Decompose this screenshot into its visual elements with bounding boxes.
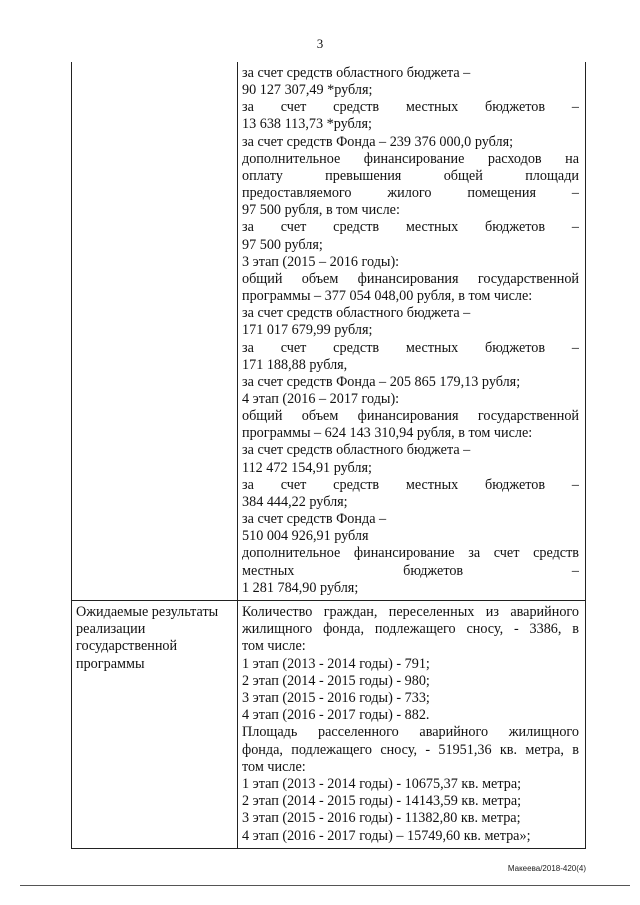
row-divider xyxy=(72,600,585,601)
footer-rule xyxy=(20,885,630,886)
expected-results-cell xyxy=(242,604,579,845)
results-label-line: реализации xyxy=(76,621,146,638)
results-line: 4 этап (2016 - 2017 годы) – 15749,60 кв. метра»; xyxy=(242,827,531,844)
financing-line: 384 444,22 рубля; xyxy=(242,493,348,510)
results-line: 4 этап (2016 - 2017 годы) - 882. xyxy=(242,707,430,724)
financing-line: 112 472 154,91 рубля; xyxy=(242,459,372,476)
results-line: Площадь расселенного аварийного жилищного xyxy=(242,724,579,741)
financing-line: за счет средств Фонда – 205 865 179,13 рубля; xyxy=(242,373,521,390)
financing-line: 13 638 113,73 *рубля; xyxy=(242,116,372,133)
financing-line: дополнительное финансирование за счет средств xyxy=(242,545,579,562)
financing-line: 97 500 рубля; xyxy=(242,236,323,253)
financing-line: за счет средств областного бюджета – xyxy=(242,65,471,81)
financing-line: программы – 377 054 048,00 рубля, в том числе: xyxy=(242,288,533,305)
financing-line: 510 004 926,91 рубля xyxy=(242,528,369,545)
results-line: 1 этап (2013 - 2014 годы) - 10675,37 кв. метра; xyxy=(242,776,522,793)
document-table xyxy=(71,62,586,849)
financing-line: общий объем финансирования государственной xyxy=(242,270,579,287)
page-number: 3 xyxy=(316,36,324,51)
financing-line: 3 этап (2015 – 2016 годы): xyxy=(242,253,400,270)
results-line: 3 этап (2015 - 2016 годы) - 11382,80 кв. метра; xyxy=(242,810,521,827)
results-line: жилищного фонда, подлежащего сносу, - 3386, в xyxy=(242,621,579,638)
results-label-line: программы xyxy=(76,655,145,672)
financing-line: оплату превышения общей площади xyxy=(242,167,579,184)
financing-line: программы – 624 143 310,94 рубля, в том числе: xyxy=(242,425,533,442)
financing-line: за счет средств местных бюджетов – xyxy=(242,219,579,236)
financing-line: общий объем финансирования государственной xyxy=(242,408,579,425)
results-line: Количество граждан, переселенных из аварийного xyxy=(242,604,579,620)
financing-line: за счет средств местных бюджетов – xyxy=(242,339,579,356)
financing-line: 171 017 679,99 рубля; xyxy=(242,322,373,339)
financing-line: за счет средств Фонда – 239 376 000,0 рубля; xyxy=(242,133,514,150)
results-label-line: государственной xyxy=(76,638,178,655)
financing-line: 97 500 рубля, в том числе: xyxy=(242,202,400,219)
financing-line: 4 этап (2016 – 2017 годы): xyxy=(242,390,400,407)
expected-results-label xyxy=(76,604,234,673)
financing-line: предоставляемого жилого помещения – xyxy=(242,185,579,202)
financing-line: за счет средств местных бюджетов – xyxy=(242,476,579,493)
results-line: 2 этап (2014 - 2015 годы) - 980; xyxy=(242,672,430,689)
financing-line: за счет средств Фонда – xyxy=(242,511,387,528)
results-line: фонда, подлежащего сносу, - 51951,36 кв. метра, в xyxy=(242,741,579,758)
document-code: Макеева/2018-420(4) xyxy=(507,864,586,873)
financing-line: за счет средств местных бюджетов – xyxy=(242,99,579,116)
results-line: 2 этап (2014 - 2015 годы) - 14143,59 кв. метра; xyxy=(242,793,522,810)
financing-line: дополнительное финансирование расходов на xyxy=(242,150,579,167)
column-divider xyxy=(237,62,238,848)
results-line: том числе: xyxy=(242,638,306,655)
financing-cell xyxy=(242,65,579,597)
results-label-line: Ожидаемые результаты xyxy=(76,604,219,620)
financing-line: 171 188,88 рубля, xyxy=(242,356,348,373)
financing-line: 90 127 307,49 *рубля; xyxy=(242,82,373,99)
results-line: том числе: xyxy=(242,758,306,775)
results-line: 1 этап (2013 - 2014 годы) - 791; xyxy=(242,655,430,672)
financing-line: за счет средств областного бюджета – xyxy=(242,305,471,322)
financing-line: местных бюджетов – xyxy=(242,562,579,579)
financing-line: за счет средств областного бюджета – xyxy=(242,442,471,459)
financing-line: 1 281 784,90 рубля; xyxy=(242,579,359,596)
results-line: 3 этап (2015 - 2016 годы) - 733; xyxy=(242,690,430,707)
